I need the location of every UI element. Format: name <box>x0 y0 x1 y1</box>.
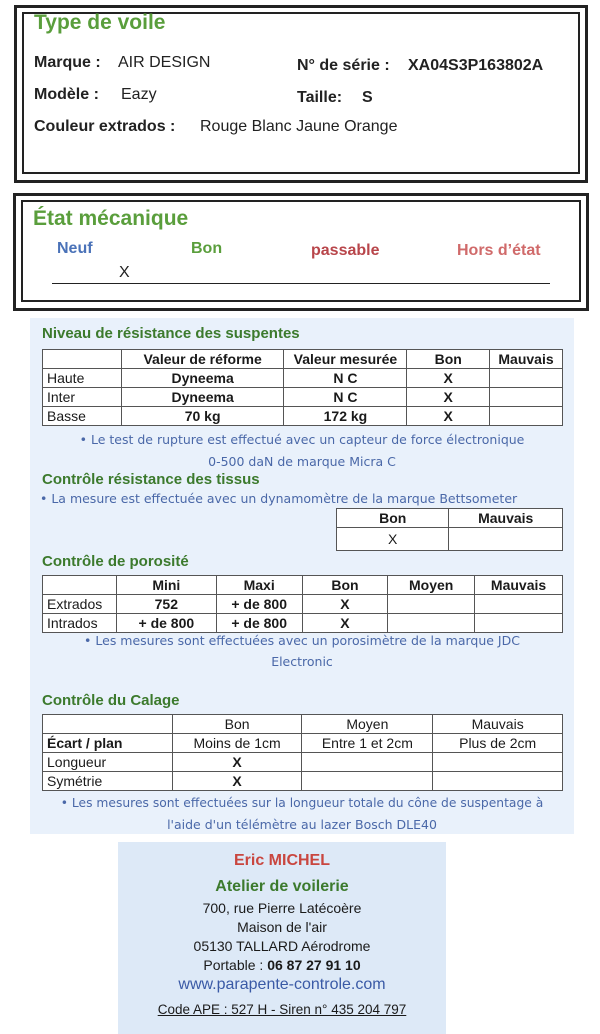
couleur-value: Rouge Blanc Jaune Orange <box>200 118 398 135</box>
table-row <box>337 509 563 528</box>
table-header: Moyen <box>388 576 475 595</box>
contact-phone: 06 87 27 91 10 <box>267 957 361 973</box>
table-header: Mauvais <box>490 350 563 369</box>
table-cell: X <box>407 388 490 407</box>
table-header: Moyen <box>302 715 433 734</box>
porosite-note-1: • Les mesures sont effectuées avec un porosimètre de la marque JDC <box>84 633 520 648</box>
table-header: Valeur mesurée <box>284 350 407 369</box>
porosite-note-2: Electronic <box>271 654 333 669</box>
table-cell: Dyneema <box>121 388 284 407</box>
table-header: Mauvais <box>449 509 563 528</box>
suspentes-note-2: 0-500 daN de marque Micra C <box>208 454 396 469</box>
modele-label: Modèle : <box>34 86 99 103</box>
table-row <box>43 753 563 772</box>
table-cell: X <box>407 407 490 426</box>
contact-website[interactable]: www.parapente-controle.com <box>178 976 386 993</box>
table-row <box>43 407 563 426</box>
couleur-label: Couleur extrados : <box>34 118 176 135</box>
table-cell <box>475 595 563 614</box>
table-cell: X <box>407 369 490 388</box>
contact-address-3: 05130 TALLARD Aérodrome <box>193 938 371 954</box>
type-voile-title: Type de voile <box>34 11 166 34</box>
table-cell: Dyneema <box>121 369 284 388</box>
calage-table <box>42 714 563 791</box>
table-row <box>337 528 563 551</box>
table-cell <box>490 388 563 407</box>
table-cell: 70 kg <box>121 407 284 426</box>
contact-legal: Code APE : 527 H - Siren n° 435 204 797 <box>157 1002 407 1017</box>
suspentes-note-1: • Le test de rupture est effectué avec un capteur de force électronique <box>79 432 525 447</box>
table-cell <box>302 753 433 772</box>
tissus-title: Contrôle résistance des tissus <box>42 471 260 488</box>
table-cell: Écart / plan <box>43 734 173 753</box>
table-cell: + de 800 <box>216 595 302 614</box>
table-header: Bon <box>302 576 388 595</box>
table-header: Bon <box>172 715 302 734</box>
etat-title: État mécanique <box>33 207 189 230</box>
table-header: Bon <box>337 509 449 528</box>
table-cell <box>449 528 563 551</box>
etat-line <box>52 283 550 284</box>
table-row <box>43 715 563 734</box>
table-cell <box>302 772 433 791</box>
table-cell: Haute <box>43 369 122 388</box>
modele-value: Eazy <box>121 86 157 103</box>
table-cell <box>490 369 563 388</box>
calage-title: Contrôle du Calage <box>42 692 180 709</box>
contact-address-1: 700, rue Pierre Latécoère <box>202 900 362 916</box>
table-cell <box>433 753 563 772</box>
table-cell: X <box>302 595 388 614</box>
table-cell: + de 800 <box>216 614 302 633</box>
table-cell: X <box>337 528 449 551</box>
table-row <box>43 734 563 753</box>
table-header <box>43 715 173 734</box>
table-row <box>43 350 563 369</box>
table-cell: 752 <box>116 595 216 614</box>
table-cell: Basse <box>43 407 122 426</box>
suspentes-table <box>42 349 563 426</box>
tissus-note: • La mesure est effectuée avec un dynamomètre de la marque Bettsometer <box>40 491 518 506</box>
table-cell: X <box>302 614 388 633</box>
table-cell: + de 800 <box>116 614 216 633</box>
table-cell: Entre 1 et 2cm <box>302 734 433 753</box>
etat-neuf: Neuf <box>57 240 93 257</box>
table-cell: Longueur <box>43 753 173 772</box>
etat-passable: passable <box>311 242 380 259</box>
taille-label: Taille: <box>297 89 343 106</box>
contact-workshop: Atelier de voilerie <box>215 878 349 895</box>
table-cell: Moins de 1cm <box>172 734 302 753</box>
taille-value: S <box>362 89 373 106</box>
table-cell: N C <box>284 369 407 388</box>
table-row <box>43 614 563 633</box>
porosite-table <box>42 575 563 633</box>
table-cell: X <box>172 753 302 772</box>
table-row <box>43 595 563 614</box>
table-cell: Plus de 2cm <box>433 734 563 753</box>
etat-mark: X <box>119 264 130 281</box>
table-row <box>43 576 563 595</box>
table-cell: Extrados <box>43 595 117 614</box>
contact-name: Eric MICHEL <box>233 852 330 869</box>
contact-phone-label: Portable : <box>203 957 264 973</box>
table-cell <box>388 595 475 614</box>
calage-note-1: • Les mesures sont effectuées sur la longueur totale du cône de suspentage à <box>60 796 544 810</box>
marque-label: Marque : <box>34 54 101 71</box>
etat-hors: Hors d’état <box>457 242 541 259</box>
table-cell: N C <box>284 388 407 407</box>
table-cell <box>388 614 475 633</box>
table-cell: X <box>172 772 302 791</box>
table-cell <box>433 772 563 791</box>
marque-value: AIR DESIGN <box>118 54 211 71</box>
etat-bon: Bon <box>191 240 223 257</box>
table-cell: 172 kg <box>284 407 407 426</box>
table-cell: Symétrie <box>43 772 173 791</box>
contact-phone-line <box>118 957 446 973</box>
porosite-title: Contrôle de porosité <box>42 553 189 570</box>
table-header: Valeur de réforme <box>121 350 284 369</box>
serie-label: N° de série : <box>297 57 390 74</box>
table-cell <box>475 614 563 633</box>
suspentes-title: Niveau de résistance des suspentes <box>42 325 300 342</box>
table-row <box>43 772 563 791</box>
calage-note-2: l'aide d'un télémètre au lazer Bosch DLE40 <box>167 817 437 832</box>
tissus-table <box>336 508 563 551</box>
contact-card <box>118 842 446 1034</box>
table-header <box>43 350 122 369</box>
table-cell: Intrados <box>43 614 117 633</box>
table-header: Mauvais <box>433 715 563 734</box>
table-cell <box>490 407 563 426</box>
table-header: Bon <box>407 350 490 369</box>
table-header <box>43 576 117 595</box>
table-row <box>43 388 563 407</box>
table-header: Mauvais <box>475 576 563 595</box>
table-cell: Inter <box>43 388 122 407</box>
contact-address-2: Maison de l'air <box>237 919 327 935</box>
serie-value: XA04S3P163802A <box>408 57 544 74</box>
table-header: Maxi <box>216 576 302 595</box>
table-header: Mini <box>116 576 216 595</box>
table-row <box>43 369 563 388</box>
